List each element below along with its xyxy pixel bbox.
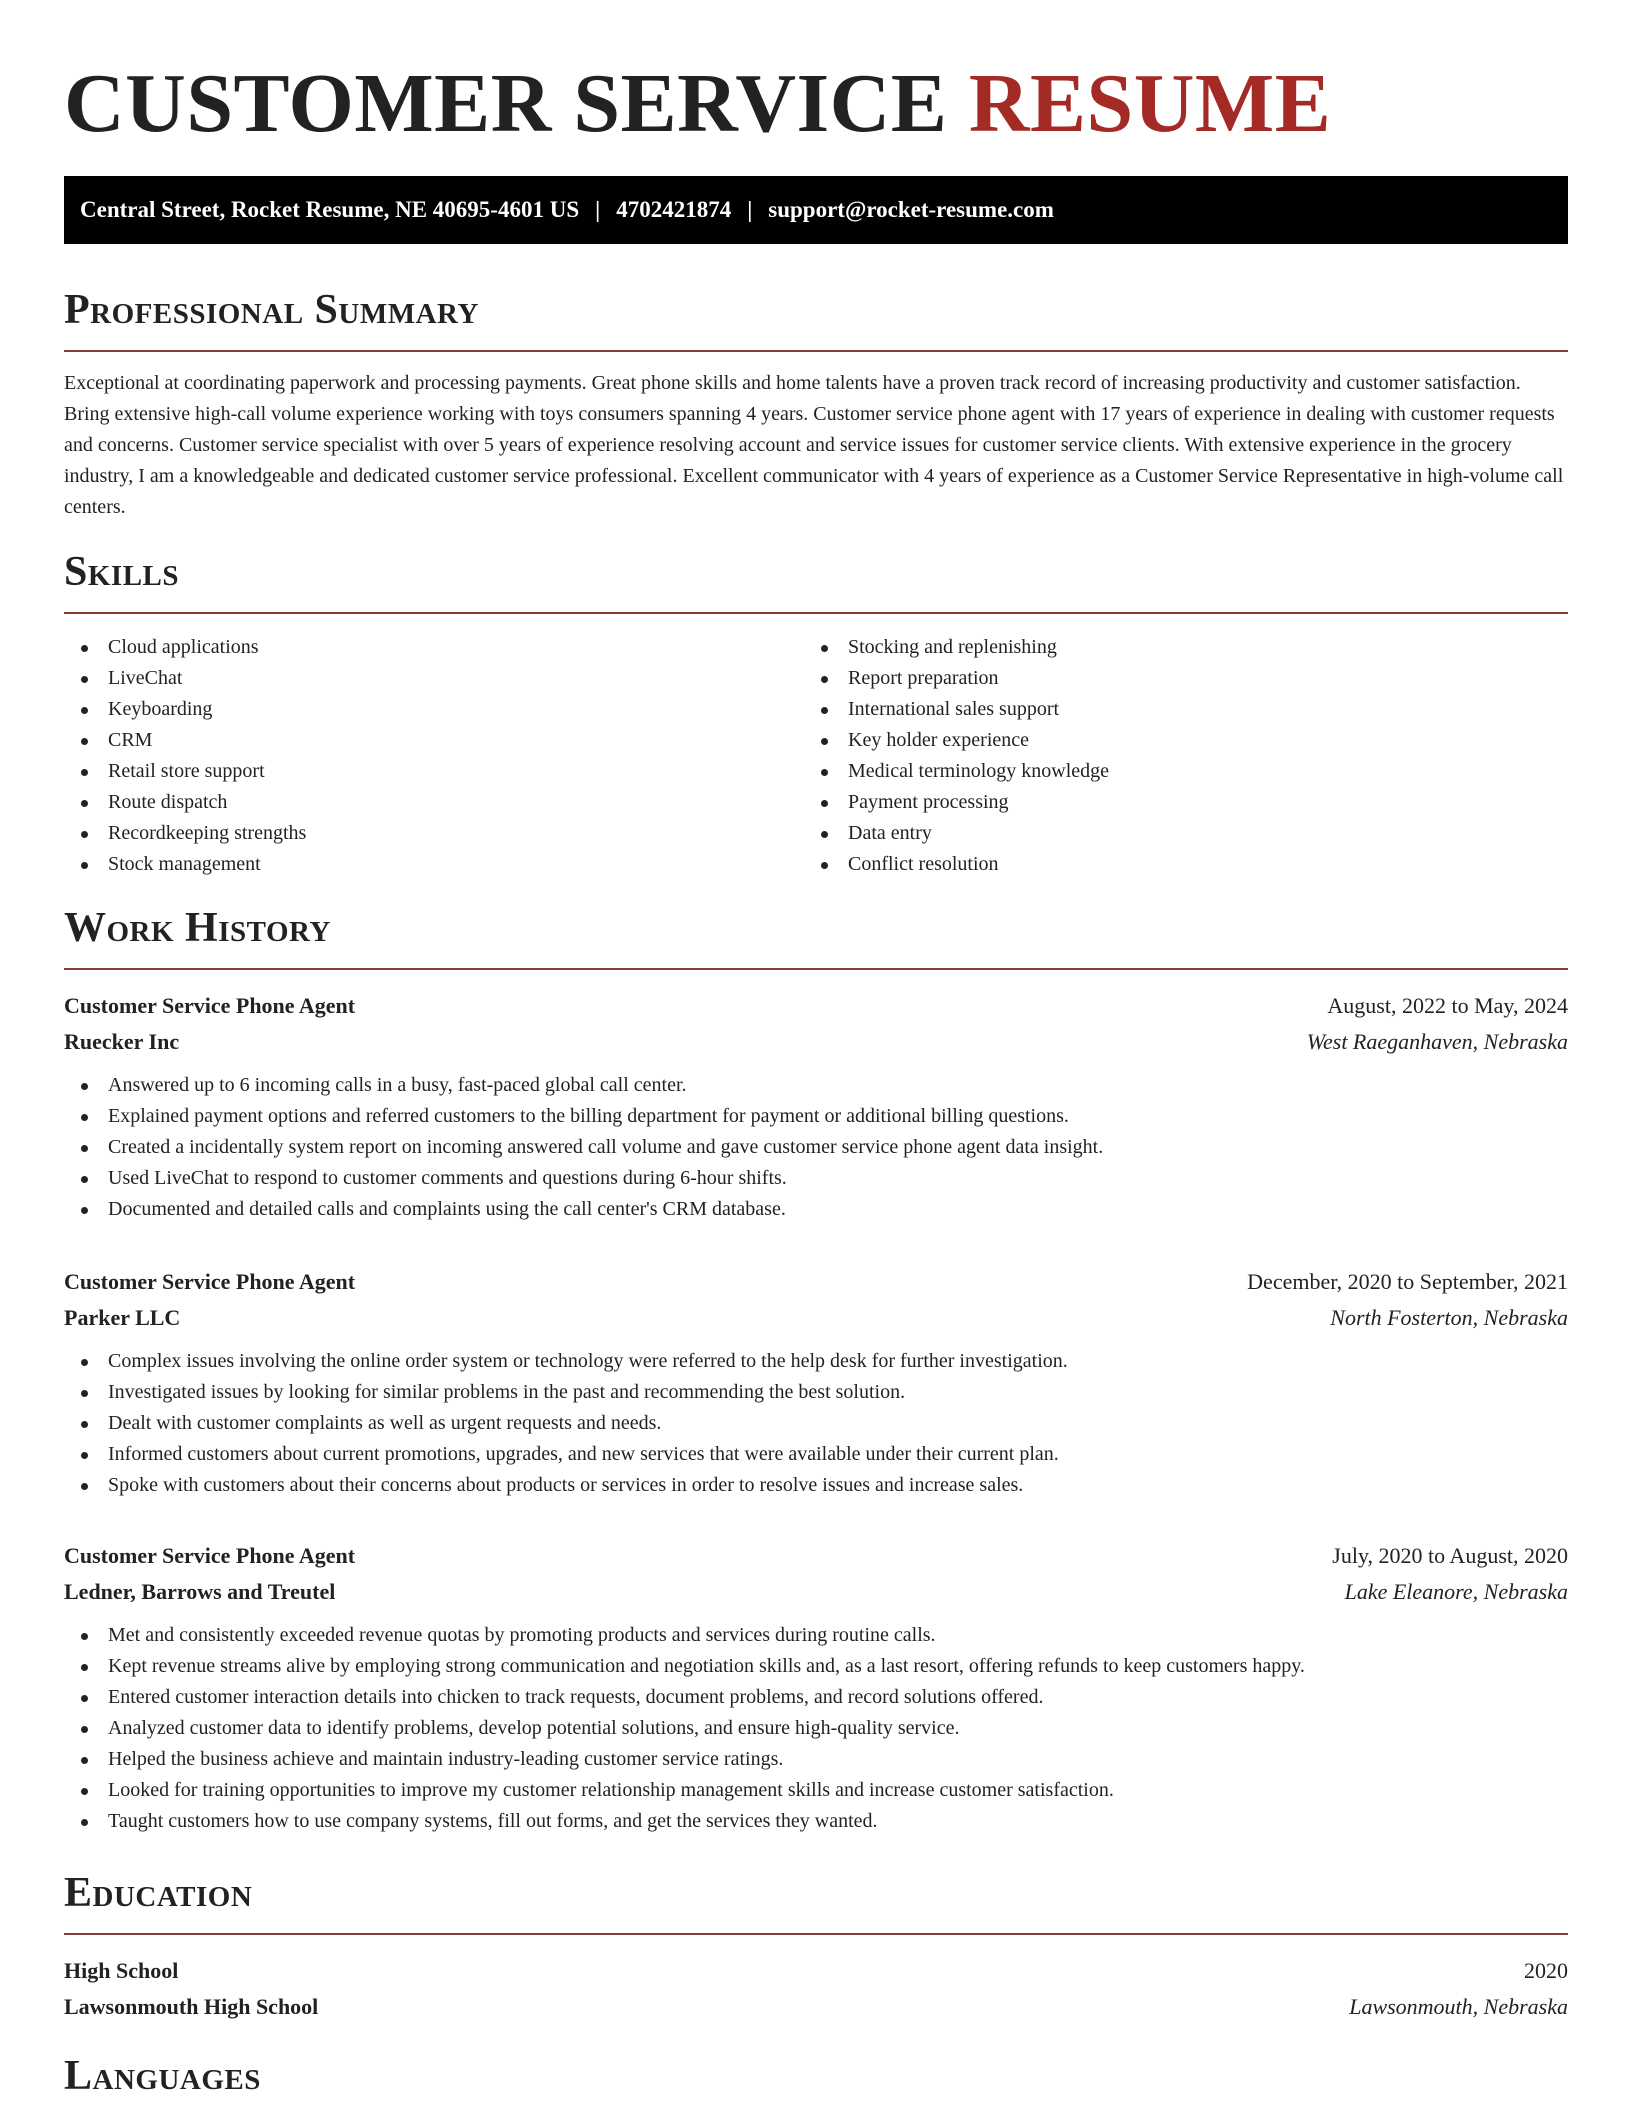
phone[interactable]: 4702421874 <box>616 197 732 222</box>
resume-page <box>64 0 1568 2099</box>
skill-item: Conflict resolution <box>804 849 1109 880</box>
skill-item: LiveChat <box>64 663 306 694</box>
skill-item: Data entry <box>804 818 1109 849</box>
section-heading-education: Education <box>64 1870 253 1916</box>
job-title: Customer Service Phone Agent <box>64 1543 356 1568</box>
divider <box>64 612 1568 614</box>
divider <box>64 350 1568 352</box>
skill-item: Retail store support <box>64 756 306 787</box>
job-company: Ruecker Inc <box>64 1029 180 1054</box>
job-entry <box>64 1538 1568 1837</box>
job-bullets <box>64 1346 1568 1501</box>
skill-item: Keyboarding <box>64 694 306 725</box>
job-location: Lake Eleanore, Nebraska <box>1344 1579 1568 1604</box>
job-bullet: Spoke with customers about their concerns about products or services in order to resolve issues and increase sales. <box>64 1470 1568 1501</box>
skills-list-right <box>804 632 1109 880</box>
job-location: North Fosterton, Nebraska <box>1330 1305 1568 1330</box>
job-bullet: Informed customers about current promotions, upgrades, and new services that were available under their current plan. <box>64 1439 1568 1470</box>
section-heading-work-history: Work History <box>64 905 331 951</box>
education-degree: High School <box>64 1958 179 1983</box>
skill-item: Payment processing <box>804 787 1109 818</box>
job-dates: August, 2022 to May, 2024 <box>1327 993 1568 1018</box>
skill-item: International sales support <box>804 694 1109 725</box>
job-bullet: Entered customer interaction details into chicken to track requests, document problems, and record solutions offered. <box>64 1682 1568 1713</box>
job-bullet: Kept revenue streams alive by employing strong communication and negotiation skills and, as a last resort, offering refunds to keep customers happy. <box>64 1651 1568 1682</box>
section-heading-languages: Languages <box>64 2053 261 2099</box>
job-title: Customer Service Phone Agent <box>64 993 356 1018</box>
skill-item: Route dispatch <box>64 787 306 818</box>
job-title: Customer Service Phone Agent <box>64 1269 356 1294</box>
job-bullet: Dealt with customer complaints as well as urgent requests and needs. <box>64 1408 1568 1439</box>
skill-item: Stock management <box>64 849 306 880</box>
job-bullets <box>64 1070 1568 1225</box>
divider <box>64 968 1568 970</box>
job-bullet: Answered up to 6 incoming calls in a busy, fast-paced global call center. <box>64 1070 1568 1101</box>
job-bullet: Analyzed customer data to identify problems, develop potential solutions, and ensure high-quality service. <box>64 1713 1568 1744</box>
job-bullet: Complex issues involving the online order system or technology were referred to the help desk for further investigation. <box>64 1346 1568 1377</box>
job-entry <box>64 1264 1568 1501</box>
contact-separator: | <box>747 197 753 222</box>
job-company: Ledner, Barrows and Treutel <box>64 1579 336 1604</box>
job-bullet: Documented and detailed calls and complaints using the call center's CRM database. <box>64 1194 1568 1225</box>
job-bullet: Used LiveChat to respond to customer comments and questions during 6-hour shifts. <box>64 1163 1568 1194</box>
job-location: West Raeganhaven, Nebraska <box>1306 1029 1568 1054</box>
summary-text: Exceptional at coordinating paperwork and processing payments. Great phone skills and home talents have a proven track record of increasing productivity and customer satisfaction. Bring extensive high-call volume experience working with toys consumers spanning 4 years. Customer service phone agent with 17 years of experience in dealing with customer requests and concerns. Customer service specialist with over 5 years of experience resolving account and service issues for customer service clients. With extensive experience in the grocery industry, I am a knowledgeable and dedicated customer service professional. Excellent communicator with 4 years of experience as a Customer Service Representative in high-volume call centers. <box>64 372 1564 518</box>
skill-item: Medical terminology knowledge <box>804 756 1109 787</box>
job-entry <box>64 988 1568 1225</box>
job-bullets <box>64 1620 1568 1837</box>
job-bullet: Met and consistently exceeded revenue quotas by promoting products and services during routine calls. <box>64 1620 1568 1651</box>
resume-title <box>64 56 1568 152</box>
job-bullet: Taught customers how to use company systems, fill out forms, and get the services they wanted. <box>64 1806 1568 1837</box>
skill-item: Key holder experience <box>804 725 1109 756</box>
education-school: Lawsonmouth High School <box>64 1994 319 2019</box>
email[interactable]: support@rocket-resume.com <box>768 197 1054 222</box>
job-bullet: Looked for training opportunities to improve my customer relationship management skills and increase customer satisfaction. <box>64 1775 1568 1806</box>
contact-bar <box>64 176 1568 244</box>
section-heading-summary: Professional Summary <box>64 287 479 333</box>
job-company: Parker LLC <box>64 1305 181 1330</box>
education-entry <box>64 1953 1568 2025</box>
contact-separator: | <box>595 197 601 222</box>
skill-item: Cloud applications <box>64 632 306 663</box>
job-bullet: Created a incidentally system report on incoming answered call volume and gave customer service phone agent data insight. <box>64 1132 1568 1163</box>
job-bullet: Investigated issues by looking for similar problems in the past and recommending the best solution. <box>64 1377 1568 1408</box>
skill-item: Report preparation <box>804 663 1109 694</box>
title-main: CUSTOMER SERVICE <box>64 57 948 150</box>
address: Central Street, Rocket Resume, NE 40695-4601 US <box>80 197 580 222</box>
skill-item: Recordkeeping strengths <box>64 818 306 849</box>
education-location: Lawsonmouth, Nebraska <box>1349 1994 1568 2019</box>
job-bullet: Helped the business achieve and maintain industry-leading customer service ratings. <box>64 1744 1568 1775</box>
title-accent: RESUME <box>968 57 1332 150</box>
skill-item: CRM <box>64 725 306 756</box>
section-heading-skills: Skills <box>64 549 180 595</box>
education-year: 2020 <box>1524 1958 1568 1983</box>
job-bullet: Explained payment options and referred customers to the billing department for payment or additional billing questions. <box>64 1101 1568 1132</box>
skills-list-left <box>64 632 306 880</box>
job-dates: July, 2020 to August, 2020 <box>1332 1543 1568 1568</box>
job-dates: December, 2020 to September, 2021 <box>1247 1269 1568 1294</box>
divider <box>64 1933 1568 1935</box>
skill-item: Stocking and replenishing <box>804 632 1109 663</box>
